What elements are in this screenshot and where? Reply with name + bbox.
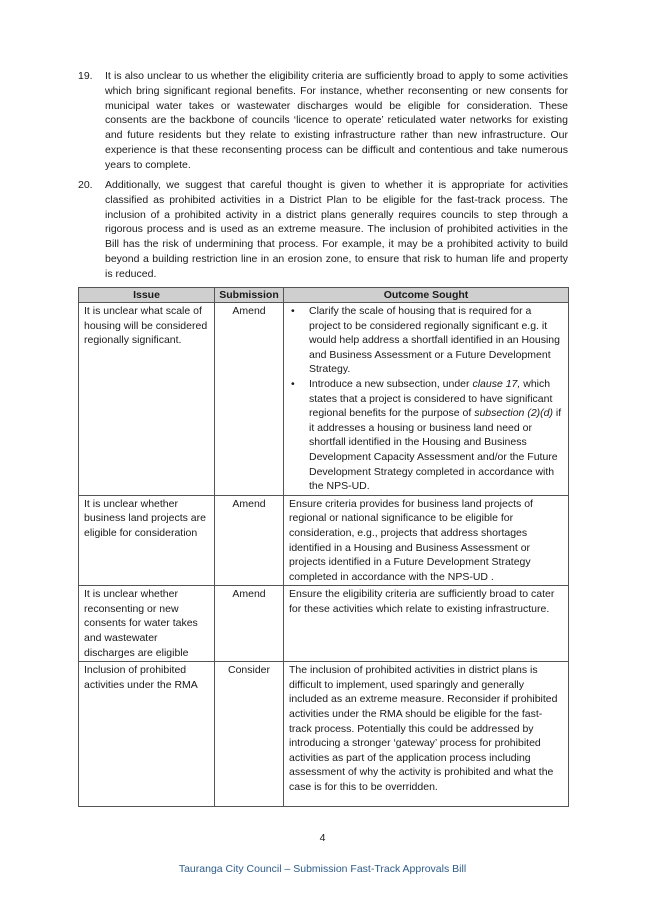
submission-cell: Consider (215, 662, 284, 807)
paragraph-number: 20. (78, 179, 93, 191)
outcome-bullet-text: which states that a project is considered to have significant regional benefits for the purpose of (309, 377, 553, 420)
table-row (79, 495, 569, 586)
paragraph-20 (78, 178, 568, 282)
table-row (79, 303, 569, 496)
issue-cell: Inclusion of prohibited activities under the RMA (79, 662, 215, 807)
submission-table (78, 287, 569, 807)
subsection-reference: subsection (2)(d) (474, 407, 553, 420)
issue-cell: It is unclear whether reconsenting or new consents for water takes and wastewater discharges are eligible (79, 586, 215, 662)
issue-cell: It is unclear what scale of housing will be considered regionally significant. (79, 303, 215, 496)
issue-cell: It is unclear whether business land projects are eligible for consideration (79, 495, 215, 586)
outcome-bullet-item (289, 377, 563, 494)
clause-reference: clause 17, (472, 377, 521, 390)
outcome-cell: Ensure the eligibility criteria are sufficiently broad to cater for these activities which relate to existing infrastructure. (284, 586, 569, 662)
page-number: 4 (319, 832, 326, 844)
submission-cell: Amend (215, 586, 284, 662)
paragraph-19 (78, 69, 568, 173)
header-submission: Submission (215, 288, 284, 303)
bullet-icon: • (291, 305, 295, 317)
paragraph-number: 19. (78, 70, 93, 82)
outcome-bullet-text: Clarify the scale of housing that is required for a project to be considered regionally significant e.g. it would help address a shortfall identified in an Housing and Business Assessment or a Future Development Strategy. (309, 305, 560, 376)
table-row (79, 662, 569, 807)
header-outcome: Outcome Sought (284, 288, 569, 303)
header-issue: Issue (79, 288, 215, 303)
outcome-cell (284, 303, 569, 496)
outcome-bullet-list (289, 304, 563, 494)
paragraph-text: It is also unclear to us whether the eligibility criteria are sufficiently broad to apply to some activities which bring significant regional benefits. For instance, whether reconsenting or new consents for municipal water takes or wastewater discharges would be eligible for consideration. These consents are the backbone of councils ‘licence to operate’ reticulated water networks for existing and future residents but they relate to existing infrastructure rather than new infrastructure. Our experience is that these reconsenting process can be difficult and contentious and take numerous years to complete. (105, 70, 568, 171)
page-footer: Tauranga City Council – Submission Fast-Track Approvals Bill (178, 863, 467, 875)
outcome-cell: The inclusion of prohibited activities in district plans is difficult to implement, used sparingly and generally included as an extreme measure. Reconsider if prohibited activities under the RMA should be eligible for the fast-track process. Potentially this could be addressed by introducing a stronger ‘gateway’ process for prohibited activities as part of the application process including assessment of why the activity is prohibited and what the case is for this to be overridden. (284, 662, 569, 807)
table-header-row (79, 288, 569, 303)
outcome-bullet-item (289, 304, 563, 377)
outcome-bullet-text: if it addresses a housing or business land need or shortfall identified in the Housing and Business Development Capacity Assessment and/or the Future Development Strategy completed in accordance with the NPS-UD. (309, 407, 562, 493)
submission-cell: Amend (215, 303, 284, 496)
outcome-bullet-text: Introduce a new subsection, under (309, 377, 473, 390)
bullet-icon: • (291, 377, 295, 390)
submission-cell: Amend (215, 495, 284, 586)
outcome-cell: Ensure criteria provides for business land projects of regional or national significance to be eligible for consideration, e.g., projects that address shortages identified in a Housing and Business Assessment or projects identified in a Future Development Strategy completed in accordance with the NPS-UD . (284, 495, 569, 586)
table-row (79, 586, 569, 662)
paragraph-text: Additionally, we suggest that careful thought is given to whether it is appropriate for activities classified as prohibited activities in a District Plan to be eligible for the fast-track process. The inclusion of a prohibited activity in a district plans generally requires councils to step through a rigorous process and is used as an extreme measure. The inclusion of prohibited activities in the Bill has the risk of undermining that process. For example, it may be a prohibited activity to build beyond a building restriction line in an erosion zone, to ensure that risk to human life and property is reduced. (105, 179, 568, 280)
